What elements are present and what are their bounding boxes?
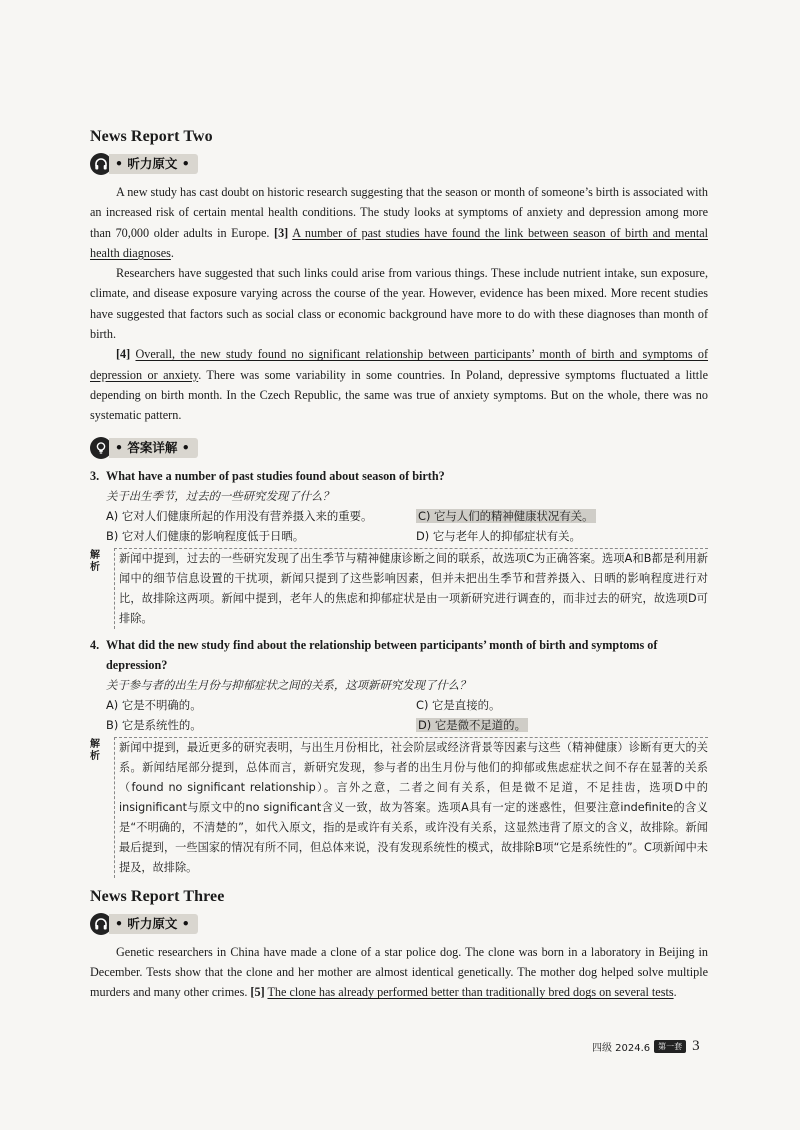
question-stem: What did the new study find about the relationship between participants’ month of birth and symptoms of depression?	[106, 637, 658, 672]
key-sentence-4: Overall, the new study found no significant relationship between participants’ month of birth and symptoms of depression or anxiety	[90, 347, 709, 382]
listening-text-tag-2	[90, 912, 708, 936]
option-c: C) 它是直接的。	[416, 697, 501, 712]
analysis-4	[90, 737, 708, 878]
question-4	[90, 635, 708, 735]
answer-detail-tag	[90, 436, 708, 460]
page-content	[90, 128, 708, 1002]
answer-detail-label: • 答案详解 •	[109, 438, 198, 458]
report-three-title: News Report Three	[90, 887, 225, 905]
report2-paragraph-2: Researchers have suggested that such links could arise from various things. These include nutrient intake, sun exposure, climate, and disease exposure varying across the course of the year. However, evidence has been mixed. More recent studies have suggested that factors such as social class or economic background have more to do with these diagnoses than month of birth.	[90, 266, 708, 342]
option-b: B) 它对人们健康的影响程度低于日晒。	[106, 528, 305, 543]
report2-paragraph-3: [4] Overall, the new study found no significant relationship between participants’ month of birth and symptoms of depression or anxiety. There was some variability in some countries. In Poland, depressive symptoms fluctuated a little depending on birth month. In the Czech Republic, the same was true of anxiety symptoms. But on the whole, there was no systematic pattern.	[90, 347, 709, 423]
listening-text-tag	[90, 152, 708, 176]
report-two-title: News Report Two	[90, 128, 213, 145]
page-number: 3	[692, 1038, 700, 1054]
analysis-text: 新闻中提到，过去的一些研究发现了出生季节与精神健康诊断之间的联系，故选项C为正确答案。选项A和B都是利用新闻中的细节信息设置的干扰项，新闻只提到了这些影响因素，但并未把出生季节和营养摄入、日晒的影响程度进行对比，故排除这两项。新闻中提到，老年人的焦虑和抑郁症状是由一项新研究进行调查的，而非过去的研究，故选项D可排除。	[114, 548, 708, 629]
marker-3: [3]	[274, 225, 289, 240]
analysis-text: 新闻中提到，最近更多的研究表明，与出生月份相比，社会阶层或经济背景等因素与这些（精神健康）诊断有更大的关系。新闻结尾部分提到，总体而言，新研究发现，参与者的出生月份与他们的抑郁或焦虑症状之间不存在显著的关系（found no significant relationship）。言外之意，二者之间有关系，但是微不足道，不足挂齿，选项D中的insignificant与原文中的no significant含义一致，故为答案。选项A具有一定的迷惑性，但要注意indefinite的含义是“不明确的，不清楚的”，如代入原文，指的是或许有关系，或许没有关系，这显然违背了原文的含义，故排除。新闻最后提到，一些国家的情况有所不同，但总体来说，没有发现系统性的模式，故排除B项“它是系统性的”。C项新闻中未提及，故排除。	[114, 737, 708, 878]
option-c: C) 它与人们的精神健康状况有关。	[418, 508, 594, 523]
listening-text-label: • 听力原文 •	[109, 914, 198, 934]
question-stem: What have a number of past studies found about season of birth?	[106, 468, 445, 483]
option-b: B) 它是系统性的。	[106, 717, 202, 732]
page-footer	[592, 1038, 700, 1055]
question-prompt-zh: 关于出生季节，过去的一些研究发现了什么？	[106, 488, 334, 503]
option-a: A) 它是不明确的。	[106, 697, 202, 712]
analysis-3	[90, 548, 708, 629]
set-badge: 第一套	[654, 1040, 686, 1053]
report2-paragraph-1: A new study has cast doubt on historic research suggesting that the season or month of someone’s birth is associated with an increased risk of certain mental health conditions. The study looks at symptoms of anxiety and depression among more than 70,000 older adults in Europe. [3] A number of past studies have found the link between season of birth and mental health diagnoses.	[90, 185, 709, 260]
options	[90, 506, 708, 546]
options	[90, 695, 708, 735]
question-number: 4.	[90, 637, 100, 652]
marker-5: [5]	[250, 985, 265, 1000]
report3-paragraph-1: Genetic researchers in China have made a clone of a star police dog. The clone was born in a laboratory in Beijing in December. Tests show that the clone and her mother are almost identical genetically. The mother dog helped solve multiple murders and many other crimes. [5] The clone has already performed better than traditionally bred dogs on several tests.	[90, 944, 708, 1000]
question-prompt-zh: 关于参与者的出生月份与抑郁症状之间的关系，这项新研究发现了什么？	[106, 677, 471, 692]
question-3	[90, 466, 708, 546]
key-sentence-5: The clone has already performed better than traditionally bred dogs on several tests	[267, 985, 674, 1000]
option-d: D) 它是微不足道的。	[418, 717, 526, 732]
listening-text-label: • 听力原文 •	[109, 154, 198, 174]
key-sentence-3: A number of past studies have found the link between season of birth and mental health diagnoses	[90, 225, 709, 260]
marker-4: [4]	[116, 347, 131, 362]
question-number: 3.	[90, 468, 100, 483]
option-d: D) 它与老年人的抑郁症状有关。	[416, 528, 581, 543]
option-a: A) 它对人们健康所起的作用没有营养摄入来的重要。	[106, 508, 373, 523]
exam-label: 四级 2024.6	[592, 1043, 651, 1054]
analysis-label: 解析	[90, 738, 100, 762]
analysis-label: 解析	[90, 549, 100, 573]
